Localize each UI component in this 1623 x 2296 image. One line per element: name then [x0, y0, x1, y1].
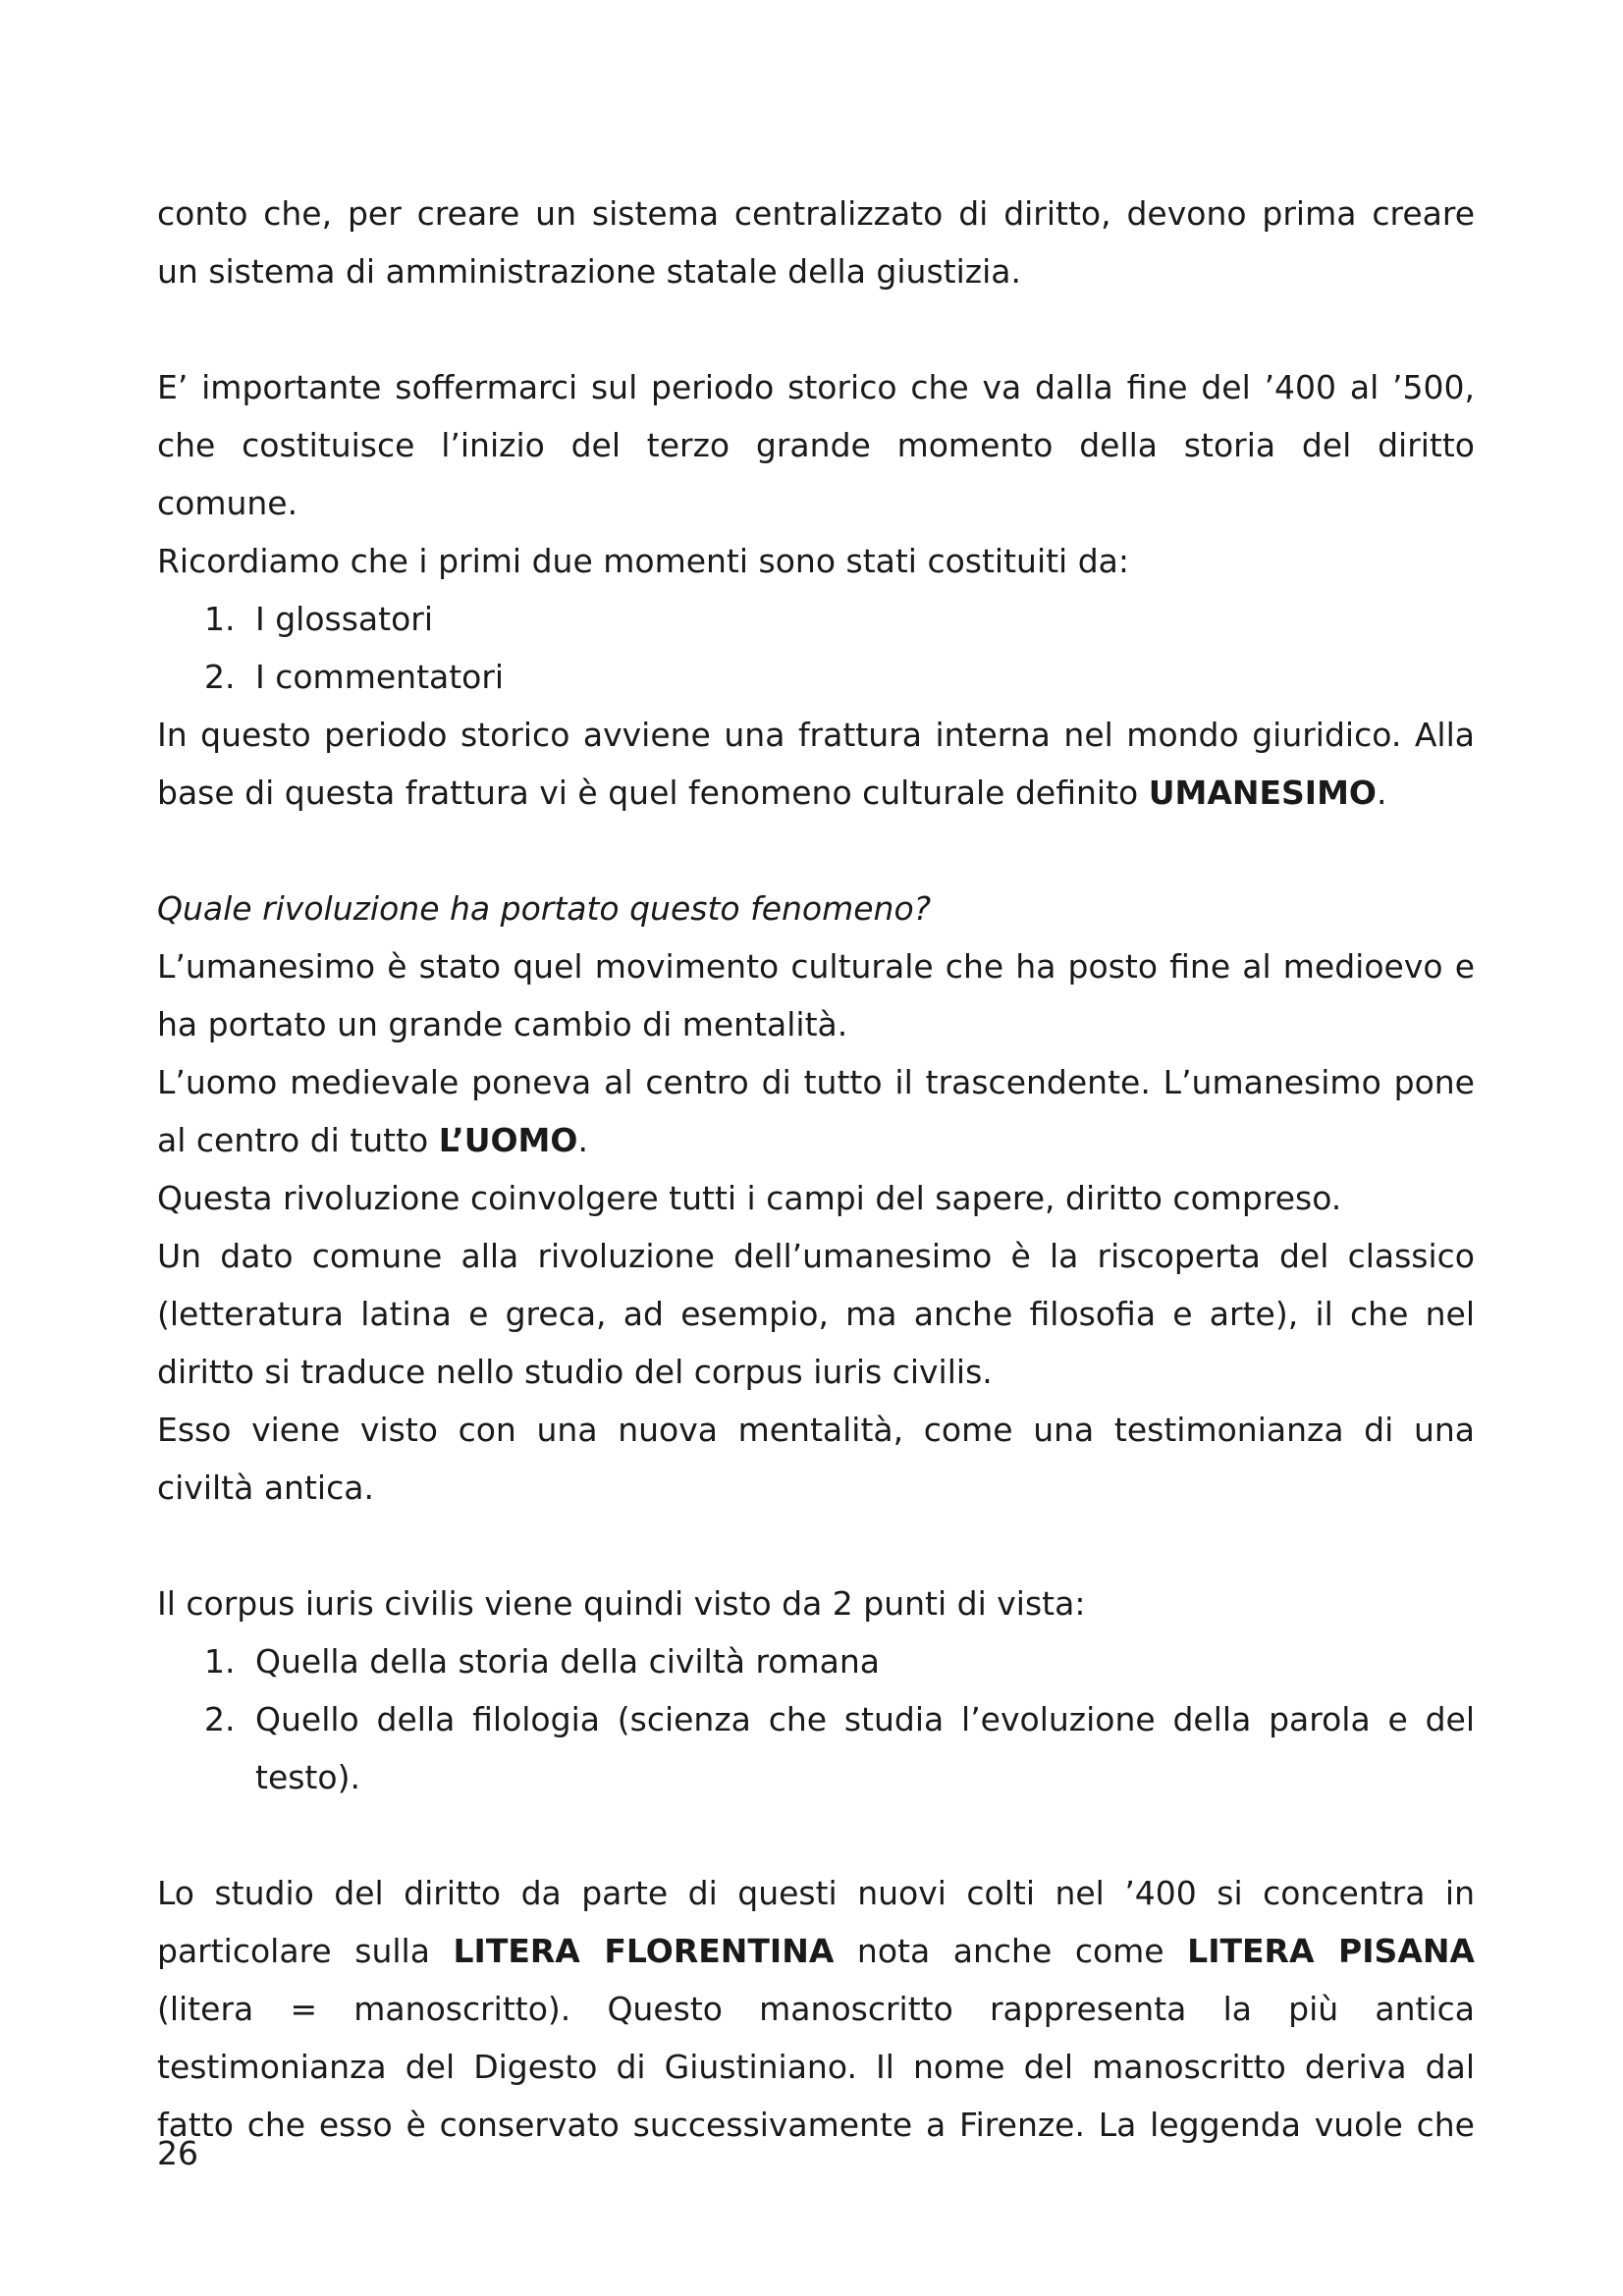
text-line: diritto si traduce nello studio del corpus iuris civilis. — [157, 1353, 993, 1391]
text-run: nota anche come — [834, 1932, 1188, 1970]
list-item — [157, 648, 1475, 706]
bold-term-luomo: L’UOMO — [438, 1121, 578, 1159]
text-line — [157, 1922, 1475, 1980]
text-line: Il corpus iuris civilis viene quindi visto da 2 punti di vista: — [157, 1584, 1086, 1623]
numbered-list-moments — [157, 590, 1475, 706]
text-line: testimonianza del Digesto di Giustiniano. Il nome del manoscritto deriva dal — [157, 2048, 1475, 2086]
italic-question — [157, 880, 1475, 937]
text-line: Un dato comune alla rivoluzione dell’umanesimo è la riscoperta del classico — [157, 1237, 1475, 1275]
paragraph-gap — [157, 300, 1475, 358]
list-number: 1. — [204, 1642, 236, 1681]
list-item-text: I commentatori — [255, 658, 505, 696]
list-number: 2. — [204, 1700, 236, 1738]
text-line: (letteratura latina e greca, ad esempio, ma anche filosofia e arte), il che nel — [157, 1295, 1475, 1333]
paragraph-moments — [157, 532, 1475, 706]
page-number: 26 — [157, 2134, 198, 2172]
list-number: 2. — [204, 658, 236, 696]
paragraph-fracture — [157, 706, 1475, 822]
text-line: conto che, per creare un sistema centralizzato di diritto, devono prima creare — [157, 194, 1475, 233]
text-line: ha portato un grande cambio di mentalità. — [157, 1005, 848, 1043]
text-line: Lo studio del diritto da parte di questi nuovi colti nel ’400 si concentra in — [157, 1874, 1475, 1912]
text-line: Questa rivoluzione coinvolgere tutti i campi del sapere, diritto compreso. — [157, 1179, 1342, 1217]
paragraph-humanism — [157, 937, 1475, 1517]
text-line: fatto che esso è conservato successivamente a Firenze. La leggenda vuole che — [157, 2106, 1475, 2144]
paragraph-gap — [157, 1806, 1475, 1864]
paragraph-gap — [157, 1517, 1475, 1575]
text-line: In questo periodo storico avviene una frattura interna nel mondo giuridico. Alla — [157, 716, 1475, 754]
list-item-text: Quella della storia della civiltà romana — [255, 1642, 880, 1681]
list-item-text: testo). — [255, 1758, 360, 1796]
paragraph-period — [157, 358, 1475, 532]
text-line: L’umanesimo è stato quel movimento culturale che ha posto fine al medioevo e — [157, 947, 1475, 986]
paragraph-corpus — [157, 1575, 1475, 1806]
list-item — [157, 1690, 1475, 1806]
bold-term-litera-florentina: LITERA FLORENTINA — [453, 1932, 835, 1970]
text-run: al centro di tutto — [157, 1121, 439, 1159]
paragraph-gap — [157, 822, 1475, 880]
text-line: Ricordiamo che i primi due momenti sono stati costituiti da: — [157, 542, 1129, 580]
list-number: 1. — [204, 600, 236, 638]
text-line — [157, 1111, 1475, 1169]
text-line: L’uomo medievale poneva al centro di tutto il trascendente. L’umanesimo pone — [157, 1063, 1475, 1101]
text-run: base di questa frattura vi è quel fenomeno culturale definito — [157, 774, 1149, 812]
question-text: Quale rivoluzione ha portato questo fenomeno? — [157, 889, 932, 928]
paragraph-question — [157, 880, 1475, 937]
document-body — [157, 185, 1475, 2154]
text-line: (litera = manoscritto). Questo manoscritto rappresenta la più antica — [157, 1990, 1475, 2028]
text-line — [157, 764, 1475, 822]
list-item — [157, 1632, 1475, 1690]
text-line: civiltà antica. — [157, 1468, 374, 1507]
list-item-text: Quello della filologia (scienza che studia l’evoluzione della parola e del — [255, 1700, 1475, 1738]
numbered-list-viewpoints — [157, 1632, 1475, 1806]
bold-term-litera-pisana: LITERA PISANA — [1187, 1932, 1475, 1970]
text-run: . — [577, 1121, 588, 1159]
list-item-text: I glossatori — [255, 600, 434, 638]
text-line: E’ importante soffermarci sul periodo storico che va dalla fine del ’400 al ’500, — [157, 368, 1475, 406]
text-line: che costituisce l’inizio del terzo grande momento della storia del diritto — [157, 426, 1475, 464]
text-run: particolare sulla — [157, 1932, 454, 1970]
paragraph-intro — [157, 185, 1475, 300]
list-item — [157, 590, 1475, 648]
text-line: un sistema di amministrazione statale della giustizia. — [157, 252, 1021, 291]
text-line: Esso viene visto con una nuova mentalità, come una testimonianza di una — [157, 1411, 1475, 1449]
text-line: comune. — [157, 484, 298, 522]
paragraph-litera — [157, 1864, 1475, 2154]
bold-term-umanesimo: UMANESIMO — [1148, 774, 1377, 812]
text-run: . — [1376, 774, 1387, 812]
